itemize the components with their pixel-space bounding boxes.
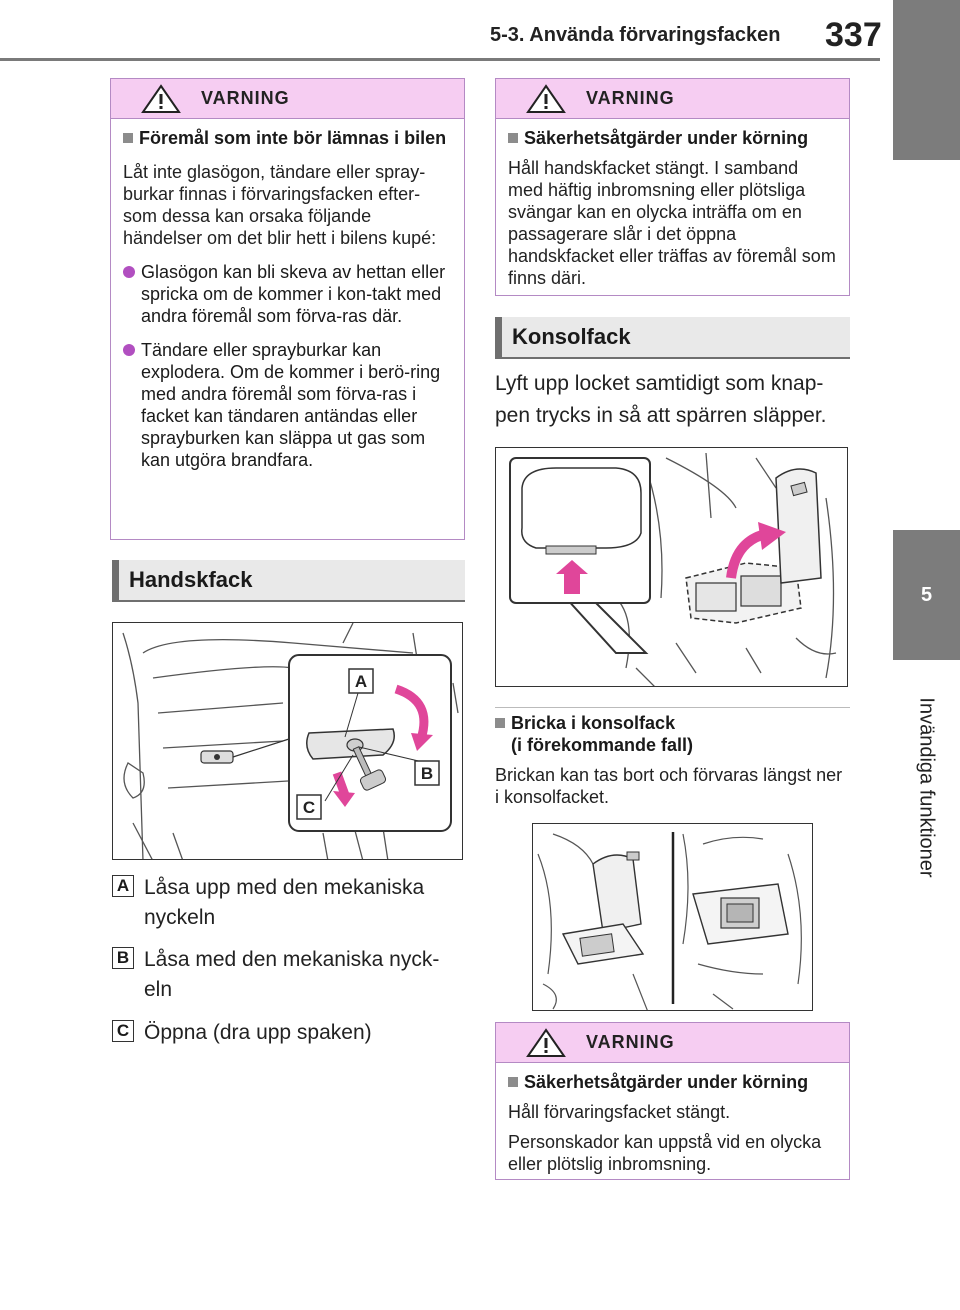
legend-item-b bbox=[112, 945, 467, 1005]
warning-box-right-bottom bbox=[495, 1022, 850, 1180]
square-bullet-icon bbox=[123, 133, 133, 143]
warning-subheading: Föremål som inte bör lämnas i bilen bbox=[123, 127, 452, 149]
chapter-number-tab bbox=[893, 530, 960, 660]
warning-triangle-icon bbox=[524, 1028, 568, 1058]
warning-bullet: Glasögon kan bli skeva av hettan eller spricka om de kommer i kon-takt med andra föremål som förva-ras där. bbox=[123, 261, 452, 327]
square-bullet-icon bbox=[508, 133, 518, 143]
warning-label: VARNING bbox=[586, 88, 675, 108]
warning-triangle-icon bbox=[139, 84, 183, 114]
warning-body bbox=[496, 1063, 849, 1187]
warning-header bbox=[496, 1023, 849, 1063]
warning-label: VARNING bbox=[201, 88, 290, 108]
konsolfack-intro: Lyft upp locket samtidigt som knap-pen trycks in så att spärren släpper. bbox=[495, 372, 827, 427]
page-number: 337 bbox=[825, 16, 882, 54]
warning-text: Låt inte glasögon, tändare eller spray-burkar finnas i förvaringsfacken efter-som dessa kan orsaka följande händelser om det blir hett i bilens kupé: bbox=[123, 162, 437, 248]
legend-item-c bbox=[112, 1018, 467, 1048]
section-header-title: 5-3. Använda förvaringsfacken bbox=[490, 24, 781, 46]
legend-key: C bbox=[112, 1020, 134, 1042]
figure-label: C bbox=[302, 798, 316, 817]
warning-bullet: Tändare eller sprayburkar kan explodera. Om de kommer i berö-ring med andra föremål som förva-ras i facket kan tändaren antändas eller sprayburken kan släppa ut gas som kan utgöra brandfara. bbox=[123, 339, 452, 471]
section-title-handskfack: Handskfack bbox=[112, 560, 465, 602]
legend-key: B bbox=[112, 947, 134, 969]
subsection-heading-bricka bbox=[495, 712, 850, 756]
subsection-heading-line1: Bricka i konsolfack bbox=[511, 713, 676, 733]
legend-text: Låsa upp med den mekaniska nyckeln bbox=[144, 876, 425, 929]
legend-item-a bbox=[112, 873, 467, 933]
warning-header bbox=[496, 79, 849, 119]
legend-text: Låsa med den mekaniska nyck-eln bbox=[144, 948, 440, 1001]
chapter-title-vertical bbox=[896, 672, 956, 902]
warning-label: VARNING bbox=[586, 1032, 675, 1052]
warning-body bbox=[496, 119, 849, 301]
warning-box-left bbox=[110, 78, 465, 540]
section-title-konsolfack: Konsolfack bbox=[495, 317, 850, 359]
figure-label: B bbox=[420, 764, 434, 783]
warning-triangle-icon bbox=[524, 84, 568, 114]
warning-text: Håll handskfacket stängt. I samband med häftig inbromsning eller plötsliga svängar kan en olycka inträffa om en passagerare slår i det öppna handskfacket eller träffas av föremål som finns däri. bbox=[508, 158, 836, 288]
console-illustration bbox=[495, 447, 848, 687]
chapter-title: Invändiga funktioner bbox=[915, 696, 938, 878]
warning-text: Personskador kan uppstå vid en olycka eller plötslig inbromsning. bbox=[508, 1132, 822, 1174]
warning-box-right-top bbox=[495, 78, 850, 296]
warning-body bbox=[111, 119, 464, 483]
square-bullet-icon bbox=[508, 1077, 518, 1087]
side-tab-top bbox=[893, 0, 960, 160]
subsection-heading-line2: (i förekommande fall) bbox=[511, 735, 694, 755]
warning-text: Håll förvaringsfacket stängt. bbox=[508, 1102, 731, 1122]
tray-drawing bbox=[533, 824, 813, 1011]
glovebox-illustration bbox=[112, 622, 463, 860]
legend-key: A bbox=[112, 875, 134, 897]
console-drawing bbox=[496, 448, 848, 687]
divider bbox=[495, 707, 850, 708]
warning-subheading: Säkerhetsåtgärder under körning bbox=[508, 1071, 837, 1093]
warning-header bbox=[111, 79, 464, 119]
legend-text: Öppna (dra upp spaken) bbox=[144, 1021, 372, 1044]
bullet-dot-icon bbox=[123, 344, 135, 356]
chapter-number: 5 bbox=[920, 583, 933, 606]
glovebox-drawing bbox=[113, 623, 463, 860]
subsection-text: Brickan kan tas bort och förvaras längst ner i konsolfacket. bbox=[495, 765, 843, 807]
figure-label: A bbox=[354, 672, 368, 691]
bullet-dot-icon bbox=[123, 266, 135, 278]
square-bullet-icon bbox=[495, 718, 505, 728]
warning-subheading: Säkerhetsåtgärder under körning bbox=[508, 127, 837, 149]
tray-illustration bbox=[532, 823, 813, 1011]
header-rule bbox=[0, 58, 880, 61]
